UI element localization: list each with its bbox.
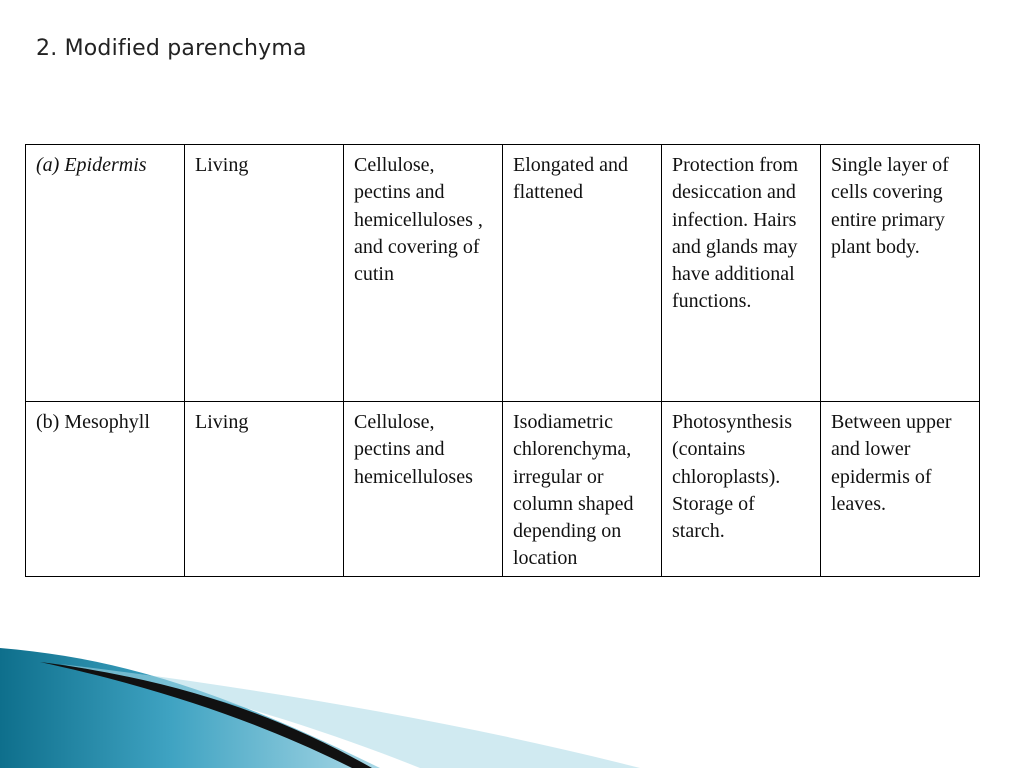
table-cell-location: Single layer of cells covering entire primary plant body. bbox=[821, 145, 980, 402]
table-cell-wall: Cellulose, pectins and hemicelluloses bbox=[344, 402, 503, 577]
table-cell-tissue: (a) Epidermis bbox=[26, 145, 185, 402]
swoosh-light-band bbox=[60, 664, 640, 768]
table-row bbox=[26, 145, 980, 402]
table-cell-shape: Isodiametric chlorenchyma, irregular or column shaped depending on location bbox=[503, 402, 662, 577]
table-cell-function: Protection from desiccation and infection. Hairs and glands may have additional functions. bbox=[662, 145, 821, 402]
swoosh-black-stroke bbox=[40, 662, 372, 768]
table-cell-status: Living bbox=[185, 145, 344, 402]
table-cell-status: Living bbox=[185, 402, 344, 577]
table-row bbox=[26, 402, 980, 577]
swoosh-blue-band bbox=[0, 648, 380, 768]
table-cell-tissue: (b) Mesophyll bbox=[26, 402, 185, 577]
table-cell-location: Between upper and lower epidermis of leaves. bbox=[821, 402, 980, 577]
slide-title: 2. Modified parenchyma bbox=[36, 36, 307, 61]
table-cell-function: Photosynthesis (contains chloroplasts). Storage of starch. bbox=[662, 402, 821, 577]
table-cell-shape: Elongated and flattened bbox=[503, 145, 662, 402]
parenchyma-table bbox=[25, 144, 980, 577]
table-cell-wall: Cellulose, pectins and hemicelluloses , and covering of cutin bbox=[344, 145, 503, 402]
